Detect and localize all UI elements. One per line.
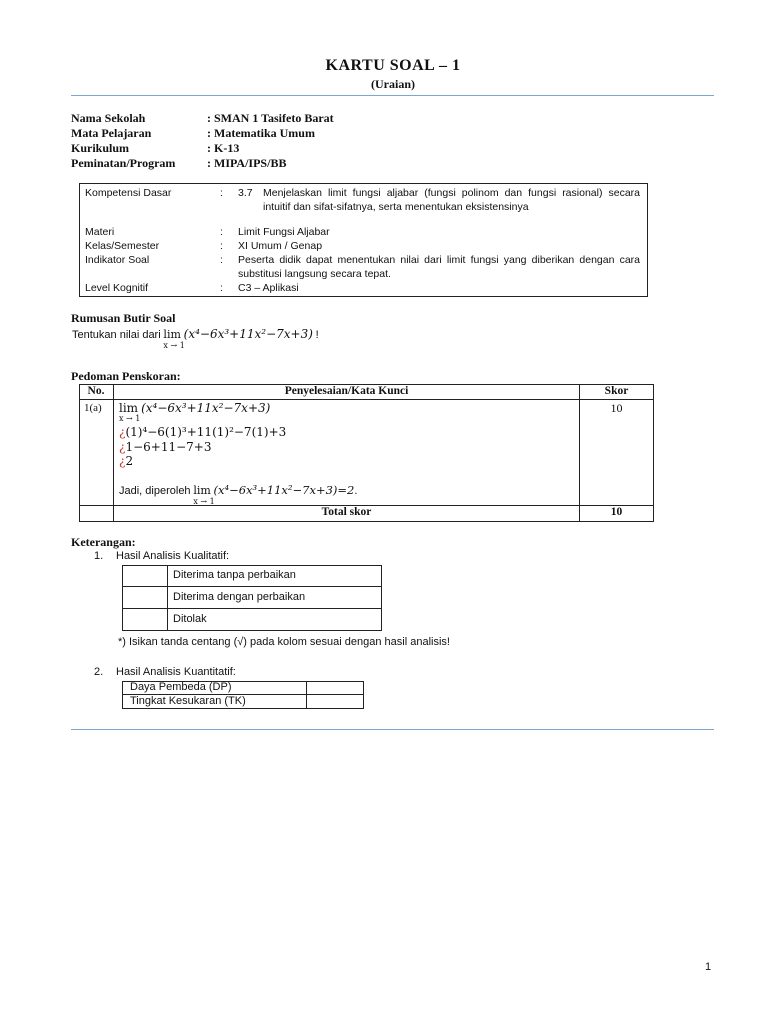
step-marker: ¿ [119, 425, 126, 439]
identity-value: : MIPA/IPS/BB [207, 156, 287, 170]
kelas-label: Kelas/Semester [85, 240, 160, 252]
lim-subscript: x → 1 [163, 341, 185, 350]
step-marker: ¿ [119, 454, 126, 468]
table-divider [122, 608, 381, 609]
limit-operator [193, 484, 215, 506]
notes-heading: Keterangan: [71, 535, 136, 549]
colon: : [220, 240, 223, 252]
identity-row [71, 141, 334, 156]
limit-operator [163, 328, 185, 350]
page-title: KARTU SOAL – 1 [325, 57, 461, 74]
qualitative-label [94, 550, 229, 562]
indikator-value: Peserta didik dapat menentukan nilai dari limit fungsi yang diberikan dengan cara substitusi langsung secara tepat. [238, 254, 640, 280]
item-label: Hasil Analisis Kualitatif: [116, 550, 230, 562]
identity-row [71, 156, 334, 171]
item-number: 2. [94, 666, 104, 678]
materi-value: Limit Fungsi Aljabar [238, 226, 330, 238]
step-expression: (1)⁴−6(1)³+11(1)²−7(1)+3 [125, 425, 287, 439]
lim-text: lim [193, 484, 211, 497]
bottom-divider [71, 729, 714, 730]
competency-box [79, 183, 648, 297]
item-label: Hasil Analisis Kuantitatif: [116, 666, 236, 678]
col-no-header: No. [87, 385, 105, 397]
quantitative-item: Tingkat Kesukaran (TK) [130, 695, 246, 707]
solution-step-3 [119, 440, 211, 455]
materi-label: Materi [85, 226, 115, 238]
solution-conclusion [119, 483, 358, 506]
kd-text: Menjelaskan limit fungsi aljabar (fungsi polinom dan fungsi rasional) secara intuitif dan sifat-sifatnya, serta menentukan eksistensinya [263, 187, 640, 213]
question-suffix: ! [315, 329, 319, 341]
indikator-label: Indikator Soal [85, 254, 150, 266]
quantitative-label [94, 666, 236, 678]
level-value: C3 – Aplikasi [238, 282, 299, 294]
item-number: 1. [94, 550, 104, 562]
step-marker: ¿ [119, 440, 126, 454]
colon: : [220, 254, 223, 266]
qualitative-option: Diterima dengan perbaikan [173, 591, 306, 603]
question-heading: Rumusan Butir Soal [71, 311, 176, 325]
row-number: 1(a) [84, 402, 102, 414]
step-expression: (x⁴−6x³+11x²−7x+3) [141, 401, 271, 415]
identity-value: : SMAN 1 Tasifeto Barat [207, 111, 334, 125]
colon: : [220, 187, 223, 199]
scoring-table [79, 384, 653, 521]
step-expression: 2 [125, 454, 134, 468]
table-divider [122, 586, 381, 587]
page-subtitle: (Uraian) [371, 77, 415, 91]
colon: : [220, 226, 223, 238]
solution-step-2 [119, 425, 286, 440]
question-prefix: Tentukan nilai dari [72, 329, 161, 341]
kelas-value: XI Umum / Genap [238, 240, 323, 252]
identity-label: Peminatan/Program [71, 156, 176, 170]
step-expression: 1−6+11−7+3 [125, 440, 212, 454]
quantitative-item: Daya Pembeda (DP) [130, 681, 232, 693]
solution-step-1 [119, 401, 271, 423]
table-divider [113, 384, 114, 521]
page-number: 1 [705, 961, 712, 973]
top-divider [71, 95, 714, 96]
conclusion-prefix: Jadi, diperoleh [119, 485, 191, 497]
lim-subscript: x → 1 [193, 497, 215, 506]
identity-label: Kurikulum [71, 141, 130, 155]
qualitative-table [122, 565, 381, 630]
col-score-header: Skor [604, 385, 629, 397]
qualitative-option: Ditolak [173, 613, 207, 625]
identity-row [71, 111, 334, 126]
kd-label: Kompetensi Dasar [85, 187, 172, 199]
row-score: 10 [610, 401, 623, 415]
limit-operator [119, 401, 141, 423]
level-label: Level Kognitif [85, 282, 149, 294]
question-line [72, 327, 319, 350]
identity-value: : K-13 [207, 141, 240, 155]
footnote: *) Isikan tanda centang (√) pada kolom sesuai dengan hasil analisis! [118, 636, 450, 648]
lim-text: lim [163, 328, 181, 341]
table-divider [79, 399, 653, 400]
scoring-heading: Pedoman Penskoran: [71, 369, 181, 383]
solution-step-4 [119, 454, 133, 469]
total-value: 10 [610, 506, 623, 518]
identity-label: Nama Sekolah [71, 111, 146, 125]
lim-text: lim [119, 401, 139, 415]
quantitative-table [122, 681, 363, 708]
col-solution-header: Penyelesaian/Kata Kunci [284, 385, 409, 397]
total-label: Total skor [321, 506, 372, 518]
question-expression: (x⁴−6x³+11x²−7x+3) [183, 327, 313, 341]
identity-value: : Matematika Umum [207, 126, 315, 140]
colon: : [220, 282, 223, 294]
table-divider [167, 565, 168, 630]
kd-number: 3.7 [238, 187, 253, 199]
lim-subscript: x → 1 [119, 414, 141, 423]
identity-label: Mata Pelajaran [71, 126, 152, 140]
identity-block [71, 111, 334, 171]
conclusion-expression: (x⁴−6x³+11x²−7x+3)=2 [213, 483, 355, 497]
conclusion-end: . [354, 485, 358, 497]
qualitative-option: Diterima tanpa perbaikan [173, 569, 296, 581]
identity-row [71, 126, 334, 141]
